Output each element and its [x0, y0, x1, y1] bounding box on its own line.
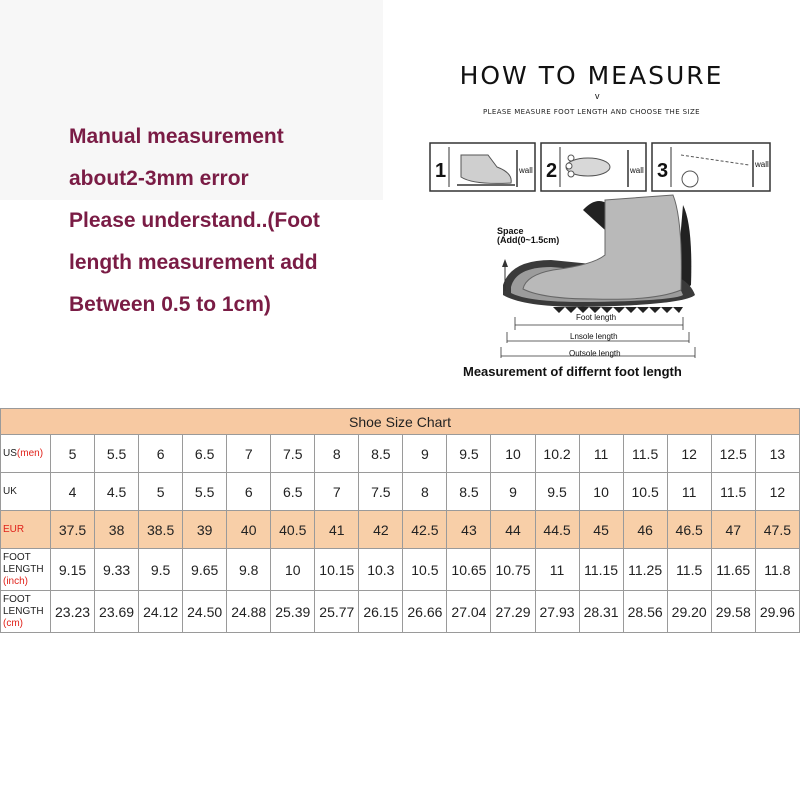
size-cell: 27.29: [491, 591, 535, 633]
size-cell: 42.5: [403, 511, 447, 549]
note-line: length measurement add: [69, 251, 318, 274]
outsole-length-label: Outsole length: [569, 349, 621, 358]
row-label-unit: EUR: [3, 523, 25, 535]
size-cell: 24.50: [183, 591, 227, 633]
size-cell: 8: [403, 473, 447, 511]
space-label: Space: [497, 226, 524, 236]
size-cell: 5: [51, 435, 95, 473]
size-cell: 9.5: [447, 435, 491, 473]
size-cell: 11.5: [711, 473, 755, 511]
step-number: 2: [546, 160, 558, 182]
size-cell: 47.5: [755, 511, 799, 549]
size-cell: 11.25: [623, 549, 667, 591]
size-cell: 38.5: [139, 511, 183, 549]
measure-illustration: [383, 55, 800, 395]
chevron-down-icon: v: [595, 91, 600, 101]
size-cell: 26.15: [359, 591, 403, 633]
size-cell: 9.65: [183, 549, 227, 591]
size-cell: 7: [227, 435, 271, 473]
row-label-main: FOOT LENGTH: [3, 551, 44, 575]
row-label: [1, 511, 51, 549]
shoe-foot-diagram: [497, 195, 695, 358]
size-cell: 6.5: [271, 473, 315, 511]
size-cell: 42: [359, 511, 403, 549]
size-cell: 45: [579, 511, 623, 549]
size-chart-title: Shoe Size Chart: [1, 409, 800, 435]
note-line: Between 0.5 to 1cm): [69, 293, 271, 316]
size-cell: 12.5: [711, 435, 755, 473]
note-line: Please understand..(Foot: [69, 209, 320, 232]
size-cell: 7.5: [359, 473, 403, 511]
size-cell: 29.96: [755, 591, 799, 633]
how-to-measure-panel: [383, 55, 800, 395]
space-add-label: (Add(0~1.5cm): [497, 235, 560, 245]
size-row-uk: [1, 473, 800, 511]
size-cell: 10.75: [491, 549, 535, 591]
size-cell: 46.5: [667, 511, 711, 549]
step-number: 1: [435, 160, 447, 182]
size-cell: 24.88: [227, 591, 271, 633]
row-label: [1, 473, 51, 511]
size-cell: 9.5: [139, 549, 183, 591]
size-cell: 10: [491, 435, 535, 473]
row-label: [1, 435, 51, 473]
step-number: 3: [657, 160, 669, 182]
size-cell: 11.8: [755, 549, 799, 591]
size-cell: 23.23: [51, 591, 95, 633]
size-cell: 38: [95, 511, 139, 549]
size-cell: 11.5: [667, 549, 711, 591]
size-row-us: [1, 435, 800, 473]
size-cell: 5.5: [95, 435, 139, 473]
size-cell: 9.15: [51, 549, 95, 591]
size-cell: 5: [139, 473, 183, 511]
size-cell: 10: [271, 549, 315, 591]
size-cell: 11: [667, 473, 711, 511]
size-row-foot-cm: [1, 591, 800, 633]
size-cell: 40.5: [271, 511, 315, 549]
wall-label: wall: [630, 166, 644, 175]
size-cell: 11.5: [623, 435, 667, 473]
size-cell: 40: [227, 511, 271, 549]
size-cell: 12: [755, 473, 799, 511]
size-cell: 44: [491, 511, 535, 549]
step-2-panel: [541, 143, 646, 191]
size-cell: 8.5: [447, 473, 491, 511]
size-cell: 24.12: [139, 591, 183, 633]
size-cell: 37.5: [51, 511, 95, 549]
size-cell: 27.93: [535, 591, 579, 633]
row-label-unit: (men): [16, 447, 44, 459]
size-cell: 9.5: [535, 473, 579, 511]
size-cell: 7: [315, 473, 359, 511]
size-cell: 26.66: [403, 591, 447, 633]
size-cell: 25.39: [271, 591, 315, 633]
how-to-measure-title: HOW TO MEASURE: [459, 61, 724, 90]
size-cell: 8: [315, 435, 359, 473]
size-cell: 8.5: [359, 435, 403, 473]
size-cell: 27.04: [447, 591, 491, 633]
row-label-unit: (cm): [3, 617, 23, 629]
size-cell: 6: [227, 473, 271, 511]
wall-label: wall: [755, 160, 769, 169]
step-3-panel: [652, 143, 770, 191]
size-cell: 10.65: [447, 549, 491, 591]
size-cell: 47: [711, 511, 755, 549]
size-cell: 6.5: [183, 435, 227, 473]
size-cell: 10.15: [315, 549, 359, 591]
size-cell: 29.20: [667, 591, 711, 633]
note-line: about2-3mm error: [69, 167, 249, 190]
size-cell: 39: [183, 511, 227, 549]
size-cell: 9: [491, 473, 535, 511]
size-cell: 9: [403, 435, 447, 473]
row-label-unit: (inch): [3, 575, 29, 587]
size-cell: 11: [579, 435, 623, 473]
size-cell: 46: [623, 511, 667, 549]
tape-measure-icon: [682, 171, 698, 187]
size-chart-title-row: [1, 409, 800, 435]
row-label-main: UK: [3, 485, 17, 497]
size-cell: 11: [535, 549, 579, 591]
row-label-main: US: [3, 447, 17, 459]
measure-caption: Measurement of differnt foot length: [463, 364, 682, 379]
row-label-main: FOOT LENGTH: [3, 593, 44, 617]
size-cell: 7.5: [271, 435, 315, 473]
size-cell: 41: [315, 511, 359, 549]
size-cell: 43: [447, 511, 491, 549]
step-1-panel: [430, 143, 535, 191]
size-cell: 10.3: [359, 549, 403, 591]
size-cell: 23.69: [95, 591, 139, 633]
size-cell: 11.65: [711, 549, 755, 591]
wall-label: wall: [519, 166, 533, 175]
size-cell: 11.15: [579, 549, 623, 591]
size-cell: 44.5: [535, 511, 579, 549]
row-label: [1, 549, 51, 591]
note-line: Manual measurement: [69, 125, 284, 148]
size-cell: 9.33: [95, 549, 139, 591]
size-cell: 4: [51, 473, 95, 511]
size-cell: 9.8: [227, 549, 271, 591]
size-cell: 28.56: [623, 591, 667, 633]
row-label: [1, 591, 51, 633]
size-cell: 29.58: [711, 591, 755, 633]
shoe-size-chart: [0, 408, 800, 633]
how-to-measure-subtitle: PLEASE MEASURE FOOT LENGTH AND CHOOSE THE SIZE: [482, 108, 700, 116]
size-cell: 10.5: [403, 549, 447, 591]
measurement-note: [69, 116, 379, 326]
size-cell: 6: [139, 435, 183, 473]
size-cell: 25.77: [315, 591, 359, 633]
size-cell: 5.5: [183, 473, 227, 511]
insole-length-label: Lnsole length: [570, 332, 618, 341]
size-cell: 13: [755, 435, 799, 473]
size-cell: 4.5: [95, 473, 139, 511]
size-cell: 28.31: [579, 591, 623, 633]
size-row-eur: [1, 511, 800, 549]
size-row-foot-inch: [1, 549, 800, 591]
size-cell: 10.5: [623, 473, 667, 511]
size-cell: 12: [667, 435, 711, 473]
size-cell: 10.2: [535, 435, 579, 473]
size-cell: 10: [579, 473, 623, 511]
foot-length-label: Foot length: [576, 313, 617, 322]
